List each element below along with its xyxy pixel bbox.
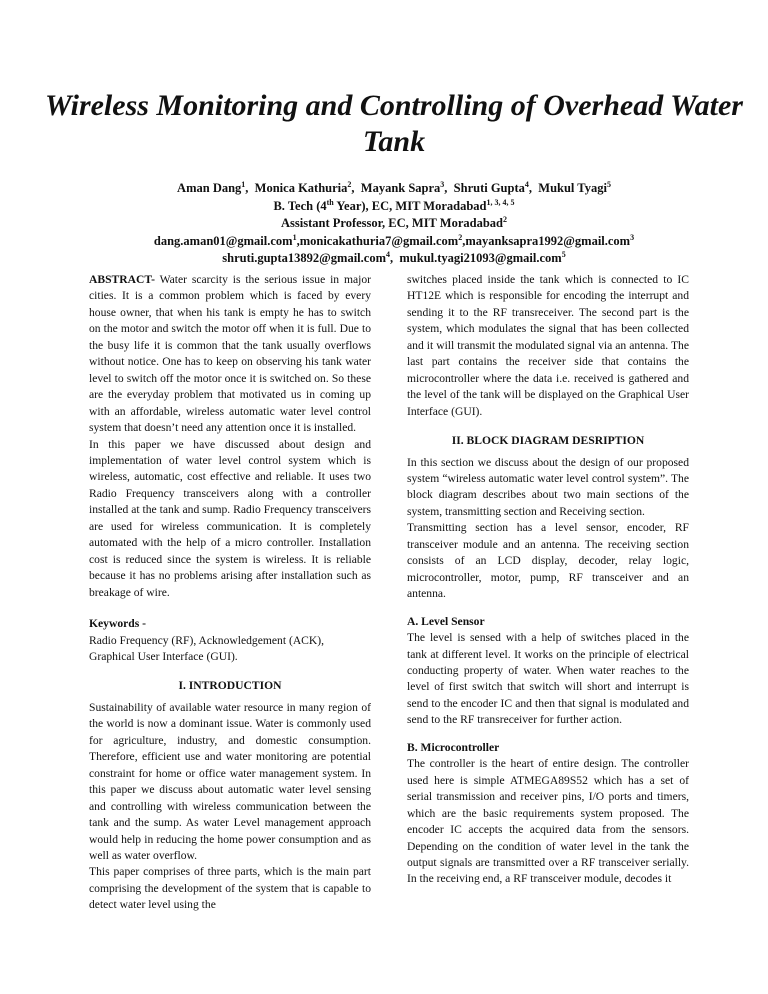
affiliation-sup: 1, 3, 4, 5: [486, 197, 515, 207]
section-heading-block-diagram: II. BLOCK DIAGRAM DESRIPTION: [451, 434, 645, 448]
email-link[interactable]: mukul.tyagi21093@gmail.com: [399, 251, 562, 265]
level-sensor-paragraph: The level is sensed with a help of switches placed in the tank at different level. It works on the principle of electrical conducting property of water. When water reaches to the level of first switch that switch will short and interrupt is send to the encoder IC and then that signal is modulated and send to the RF transreceiver for further action.: [407, 631, 689, 727]
email-sup: 5: [561, 249, 566, 259]
email-link[interactable]: monicakathuria7@gmail.com: [299, 233, 459, 248]
left-column: [89, 272, 371, 914]
section-heading-introduction: I. INTRODUCTION: [178, 679, 282, 693]
author-sup: 5: [606, 179, 611, 189]
email-sup: 3: [630, 232, 635, 242]
author-name: Mayank Sapra: [360, 181, 441, 195]
affiliation-text: B. Tech (4: [273, 198, 327, 213]
paper-title: Wireless Monitoring and Controlling of Overhead Water Tank: [45, 89, 743, 158]
intro-paragraph: This paper comprises of three parts, which is the main part comprising the development of the system that is capable to detect water level using the: [89, 865, 371, 912]
intro-paragraph: Sustainability of available water resource in many region of the world is now a dominant issue. Water is commonly used for agriculture, industry, and domestic consumption. Therefore, efficient use and water monitoring are potential constraint for home or office water management system. In this paper we discuss about automatic water level sensing and controlling with wireless communication between the tank and the sump. As water Level management approach would help in reducing the home power consumption and as well as water overflow.: [89, 700, 371, 862]
email-link[interactable]: mayanksapra1992@gmail.com: [465, 233, 631, 248]
abstract: [89, 272, 371, 437]
email-link[interactable]: dang.aman01@gmail.com: [153, 233, 293, 248]
email-sup: 2: [458, 232, 463, 242]
abstract-paragraph: In this paper we have discussed about design and implementation of water level control system which is wireless, automatic, cost effective and reliable. It uses two Radio Frequency transceivers along with a controller installed at the tank and sump. Radio Frequency transceivers are used for wireless communication. It is completely automated with the help of a micro controller. Installation cost is reduced since the system is wireless. It is reliable because it has no problems arising after installation such as breakage of wire.: [89, 437, 371, 599]
author-sup: 4: [524, 179, 529, 189]
subsection-heading-microcontroller: B. Microcontroller: [407, 740, 500, 754]
subsection-heading-level-sensor: A. Level Sensor: [407, 614, 485, 628]
author-sup: 1: [241, 179, 246, 189]
affiliation-text: Year), EC, MIT Moradabad: [333, 198, 487, 213]
email-sup: 1: [292, 232, 297, 242]
affiliation-text: Assistant Professor, EC, MIT Moradabad: [280, 216, 503, 230]
right-column: [407, 272, 689, 888]
email-sup: 4: [386, 249, 390, 259]
keywords-title: Keywords -: [89, 617, 146, 631]
affiliation-sup: 2: [503, 214, 507, 224]
author-name: Shruti Gupta: [453, 181, 525, 195]
block-diagram-paragraph: Transmitting section has a level sensor, encoder, RF transceiver module and an antenna. The receiving section consists of an LCD display, decoder, relay logic, microcontroller, motor, pump, RF transceiver and an antenna.: [407, 521, 689, 601]
keywords-text: Radio Frequency (RF), Acknowledgement (ACK), Graphical User Interface (GUI).: [89, 633, 325, 663]
microcontroller-paragraph: The controller is the heart of entire design. The controller used here is simple ATMEGA89S52 which has a set of serial transmission and receiver pins, I/O ports and timers, which are the basic requirements system proposed. The encoder IC accepts the acquired data from the sensors. Depending on the condition of water level in the tank the output signals are transmitted over a RF transceiver serially. In the receiving end, a RF transceiver module, decodes it: [407, 757, 689, 886]
email-link[interactable]: shruti.gupta13892@gmail.com: [222, 251, 386, 265]
author-name: Aman Dang: [177, 181, 242, 195]
abstract-text: Water scarcity is the serious issue in major cities. It is a common problem which is faced by every house owner, that when his tank is empty he has to switch on the motor and switch the motor off when it is full. Due to the busy life it is common that the tank usually overflows without notice. One has to keep on observing his tank water level to switch off the motor once it is switched on. So these are the everyday problem that motivated us in coming up with an affordable, wireless automatic water level control system that doesn’t need any attention once it is installed.: [89, 273, 371, 435]
block-diagram-paragraph: In this section we discuss about the design of our proposed system “wireless automatic water level control system”. The block diagram describes about two main sections of the system, transmitting section and Receiving section.: [407, 455, 689, 518]
author-sup: 2: [347, 179, 352, 189]
author-block: [60, 180, 728, 268]
intro-continuation: switches placed inside the tank which is connected to IC HT12E which is responsible for encoding the interrupt and sending it to the RF transreceiver. The second part is the system, which modulates the signal that has been collected and it will transmit the modulated signal via an antenna. The last part contains the receiver side that contains the microcontroller where the data i.e. received is gathered and the level of the tank will be displayed on the Graphical User Interface (GUI).: [407, 273, 689, 418]
author-sup: 3: [440, 179, 445, 189]
email-line: shruti.gupta13892@gmail.com$^4$, mukul.tyagi21093@gmail.com$^5$: [222, 249, 566, 265]
affiliation-professor: [60, 215, 728, 233]
author-name: Mukul Tyagi: [538, 181, 607, 195]
author-names: Aman Dang$^1$, Monica Kathuria$^2$, Mayank Sapra$^3$, Shruti Gupta$^4$, Mukul Tyagi$^5$: [177, 179, 611, 195]
affiliation-th: th: [326, 197, 334, 207]
author-name: Monica Kathuria: [254, 181, 348, 195]
abstract-label: ABSTRACT-: [89, 273, 155, 286]
email-line: dang.aman01@gmail.com$^1$,monicakathuria7@gmail.com$^2$,mayanksapra1992@gmail.com$^3$: [153, 232, 635, 248]
affiliation-students: [60, 198, 728, 216]
